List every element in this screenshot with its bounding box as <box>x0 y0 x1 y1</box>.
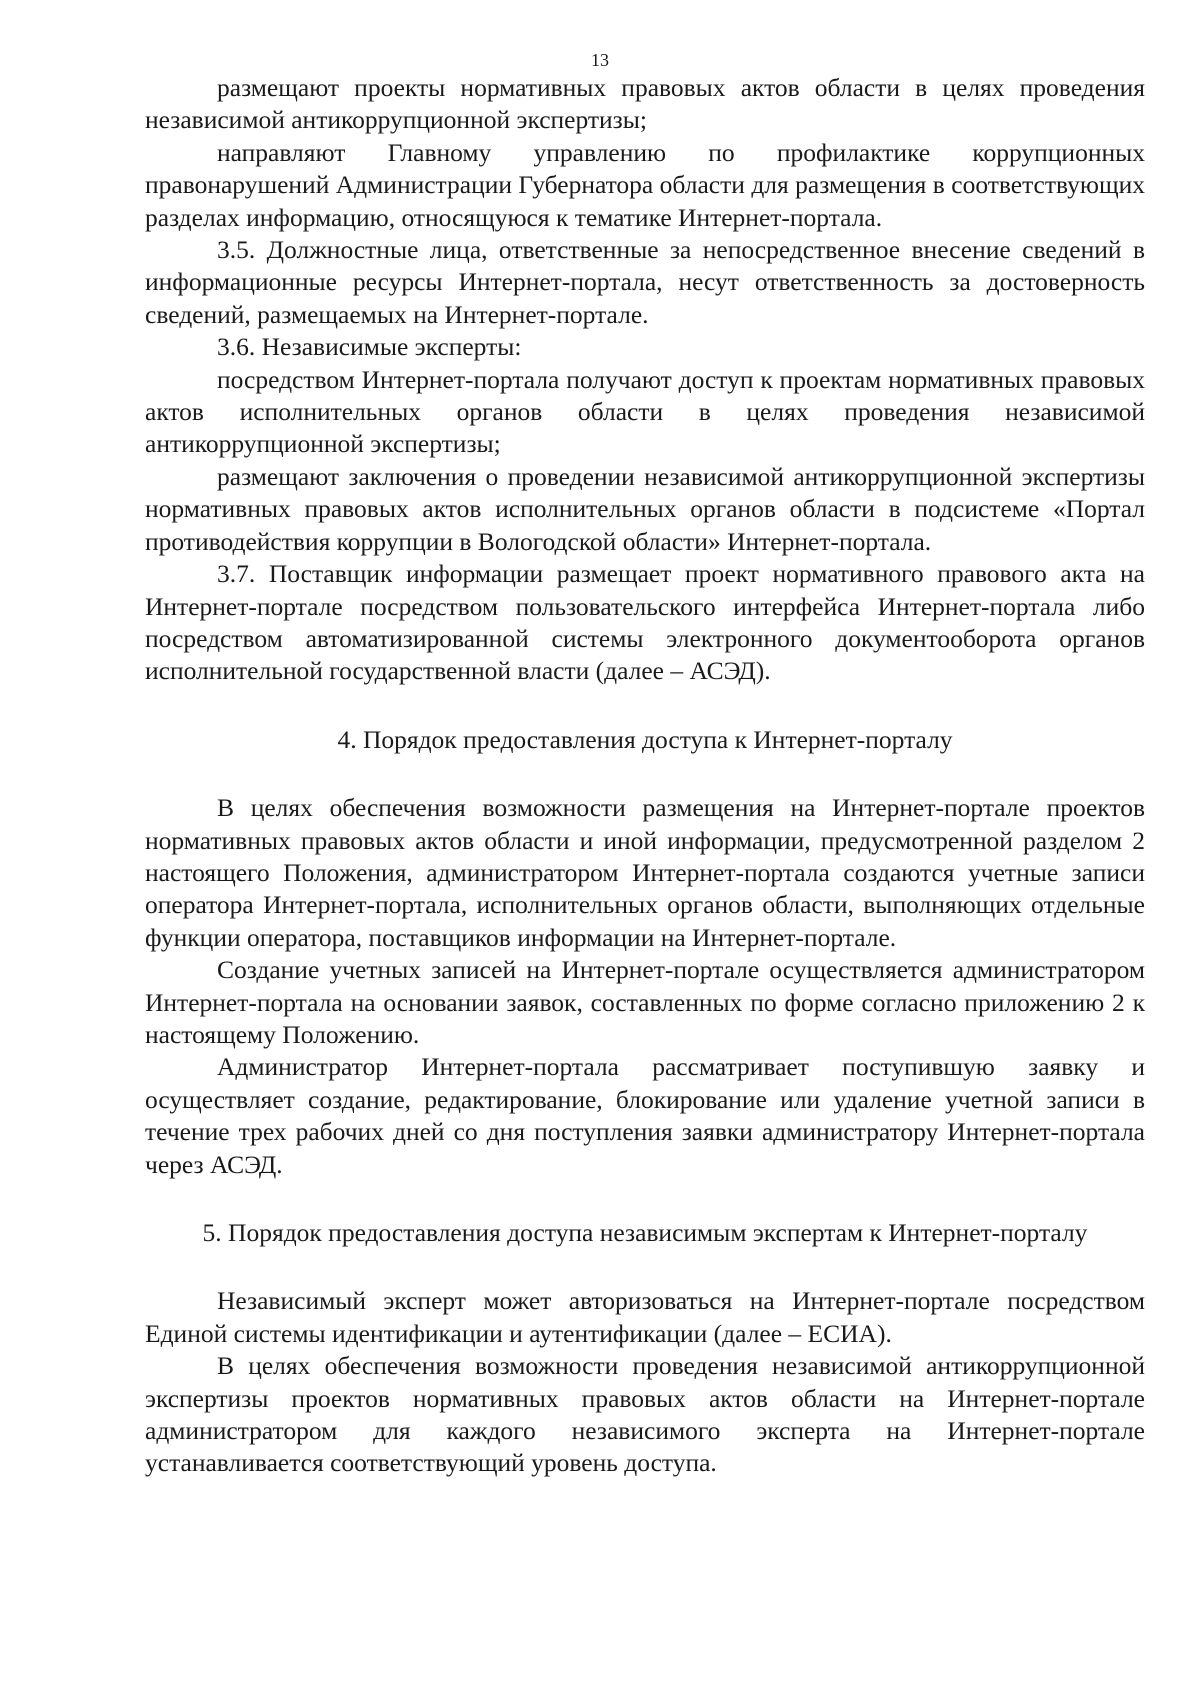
paragraph: Создание учетных записей на Интернет-портале осуществляется администратором Интернет-портала на основании заявок, составленных по форме согласно приложению 2 к настоящему Положению. <box>145 955 1145 1049</box>
paragraph: 3.6. Независимые эксперты: <box>217 332 522 362</box>
paragraph: В целях обеспечения возможности проведения независимой антикоррупционной экспертизы проектов нормативных правовых актов области на Интернет-портале администратором для каждого независимого эксперта на Интернет-портале устанавливается соответствующий уровень доступа. <box>145 1351 1145 1478</box>
paragraph: В целях обеспечения возможности размещения на Интернет-портале проектов нормативных правовых актов области и иной информации, предусмотренной разделом 2 настоящего Положения, администратором Интернет-портала создаются учетные записи оператора Интернет-портала, исполнительных органов области, выполняющих отдельные функции оператора, поставщиков информации на Интернет-портале. <box>145 793 1145 952</box>
paragraph: Независимый эксперт может авторизоваться на Интернет-портале посредством Единой системы идентификации и аутентификации (далее – ЕСИА). <box>145 1286 1145 1348</box>
paragraph: 3.5. Должностные лица, ответственные за непосредственное внесение сведений в информационные ресурсы Интернет-портала, несут ответственность за достоверность сведений, размещаемых на Интернет-портале. <box>145 235 1145 329</box>
paragraph: направляют Главному управлению по профилактике коррупционных правонарушений Администрации Губернатора области для размещения в соответствующих разделах информацию, относящуюся к тематике Интернет-портала. <box>145 137 1145 232</box>
section-heading-5: 5. Порядок предоставления доступа независимым экспертам к Интернет-порталу <box>202 1218 1088 1247</box>
paragraph: 3.7. Поставщик информации размещает проект нормативного правового акта на Интернет-портале посредством пользовательского интерфейса Интернет-портала либо посредством автоматизированной системы электронного документооборота органов исполнительной государственной власти (далее – АСЭД). <box>145 559 1145 686</box>
paragraph: посредством Интернет-портала получают доступ к проектам нормативных правовых актов исполнительных органов области в целях проведения независимой антикоррупционной экспертизы; <box>145 364 1145 459</box>
section-heading-4: 4. Порядок предоставления доступа к Интернет-порталу <box>337 724 953 754</box>
page-number: 13 <box>591 50 609 70</box>
paragraph: Администратор Интернет-портала рассматривает поступившую заявку и осуществляет создание, редактирование, блокирование или удаление учетной записи в течение трех рабочих дней со дня поступления заявки администратору Интернет-портала через АСЭД. <box>145 1052 1145 1179</box>
paragraph: размещают проекты нормативных правовых актов области в целях проведения независимой антикоррупционной экспертизы; <box>145 73 1145 135</box>
document-body <box>145 72 1145 1480</box>
paragraph: размещают заключения о проведении независимой антикоррупционной экспертизы нормативных правовых актов исполнительных органов области в подсистеме «Портал противодействия коррупции в Вологодской области» Интернет-портала. <box>145 461 1145 556</box>
